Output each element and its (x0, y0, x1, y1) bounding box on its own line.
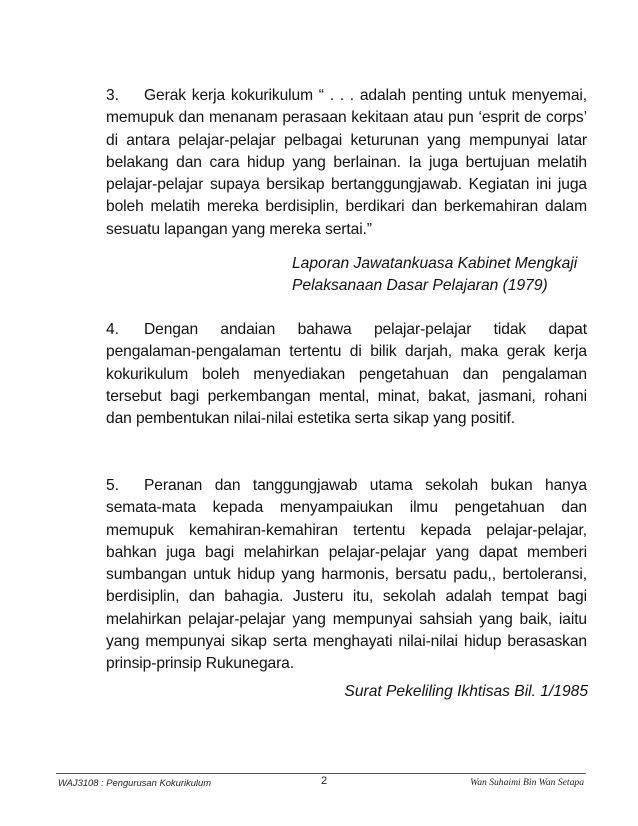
citation-line: Pelaksanaan Dasar Pelajaran (1979) (292, 277, 548, 295)
paragraph-5 (106, 475, 587, 676)
paragraph-3 (106, 85, 587, 241)
paragraph-4 (106, 319, 587, 430)
footer-page-number: 2 (320, 775, 328, 787)
paragraph-text: Peranan dan tanggungjawab utama sekolah bukan hanya semata-mata kepada menyampaiukan ilmu pengetahuan dan memupuk kemahiran-kemahiran tertentu kepada pelajar-pelajar, bahkan juga bagi melahirkan pelajar-pelajar yang dapat memberi sumbangan untuk hidup yang harmonis, bersatu padu,, bertoleransi, berdisiplin, dan bahagia. Justeru itu, sekolah adalah tempat bagi melahirkan pelajar-pelajar yang mempunyai sahsiah yang baik, iaitu yang mempunyai sikap serta menghayati nilai-nilai hidup berasaskan prinsip-prinsip Rukunegara. (106, 477, 587, 673)
paragraph-number: 4. (106, 321, 119, 338)
paragraph-number: 5. (106, 477, 119, 494)
footer-course: WAJ3108 : Pengurusan Kokurikulum (58, 777, 212, 788)
citation-circular: Surat Pekeliling Ikhtisas Bil. 1/1985 (344, 683, 588, 700)
footer-divider (56, 773, 586, 774)
paragraph-text: Dengan andaian bahawa pelajar-pelajar tidak dapat pengalaman-pengalaman tertentu di bilik darjah, maka gerak kerja kokurikulum boleh menyediakan pengetahuan dan pengalaman tersebut bagi perkembangan mental, minat, bakat, jasmani, rohani dan pembentukan nilai-nilai estetika serta sikap yang positif. (106, 321, 587, 428)
paragraph-number: 3. (106, 87, 119, 104)
citation-line: Laporan Jawatankuasa Kabinet Mengkaji (292, 255, 578, 272)
footer-author: Wan Suhaimi Bin Wan Setapa (470, 777, 584, 788)
citation-cabinet-report (292, 253, 592, 298)
paragraph-text: Gerak kerja kokurikulum “ . . . adalah penting untuk menyemai, memupuk dan menanam perasaan kekitaan atau pun ‘esprit de corps’ di antara pelajar-pelajar pelbagai keturunan yang mempunyai latar belakang dan cara hidup yang berlainan. Ia juga bertujuan melatih pelajar-pelajar supaya bersikap bertanggungjawab. Kegiatan ini juga boleh melatih mereka berdisiplin, berdikari dan berkemahiran dalam sesuatu lapangan yang mereka sertai.” (106, 87, 587, 238)
